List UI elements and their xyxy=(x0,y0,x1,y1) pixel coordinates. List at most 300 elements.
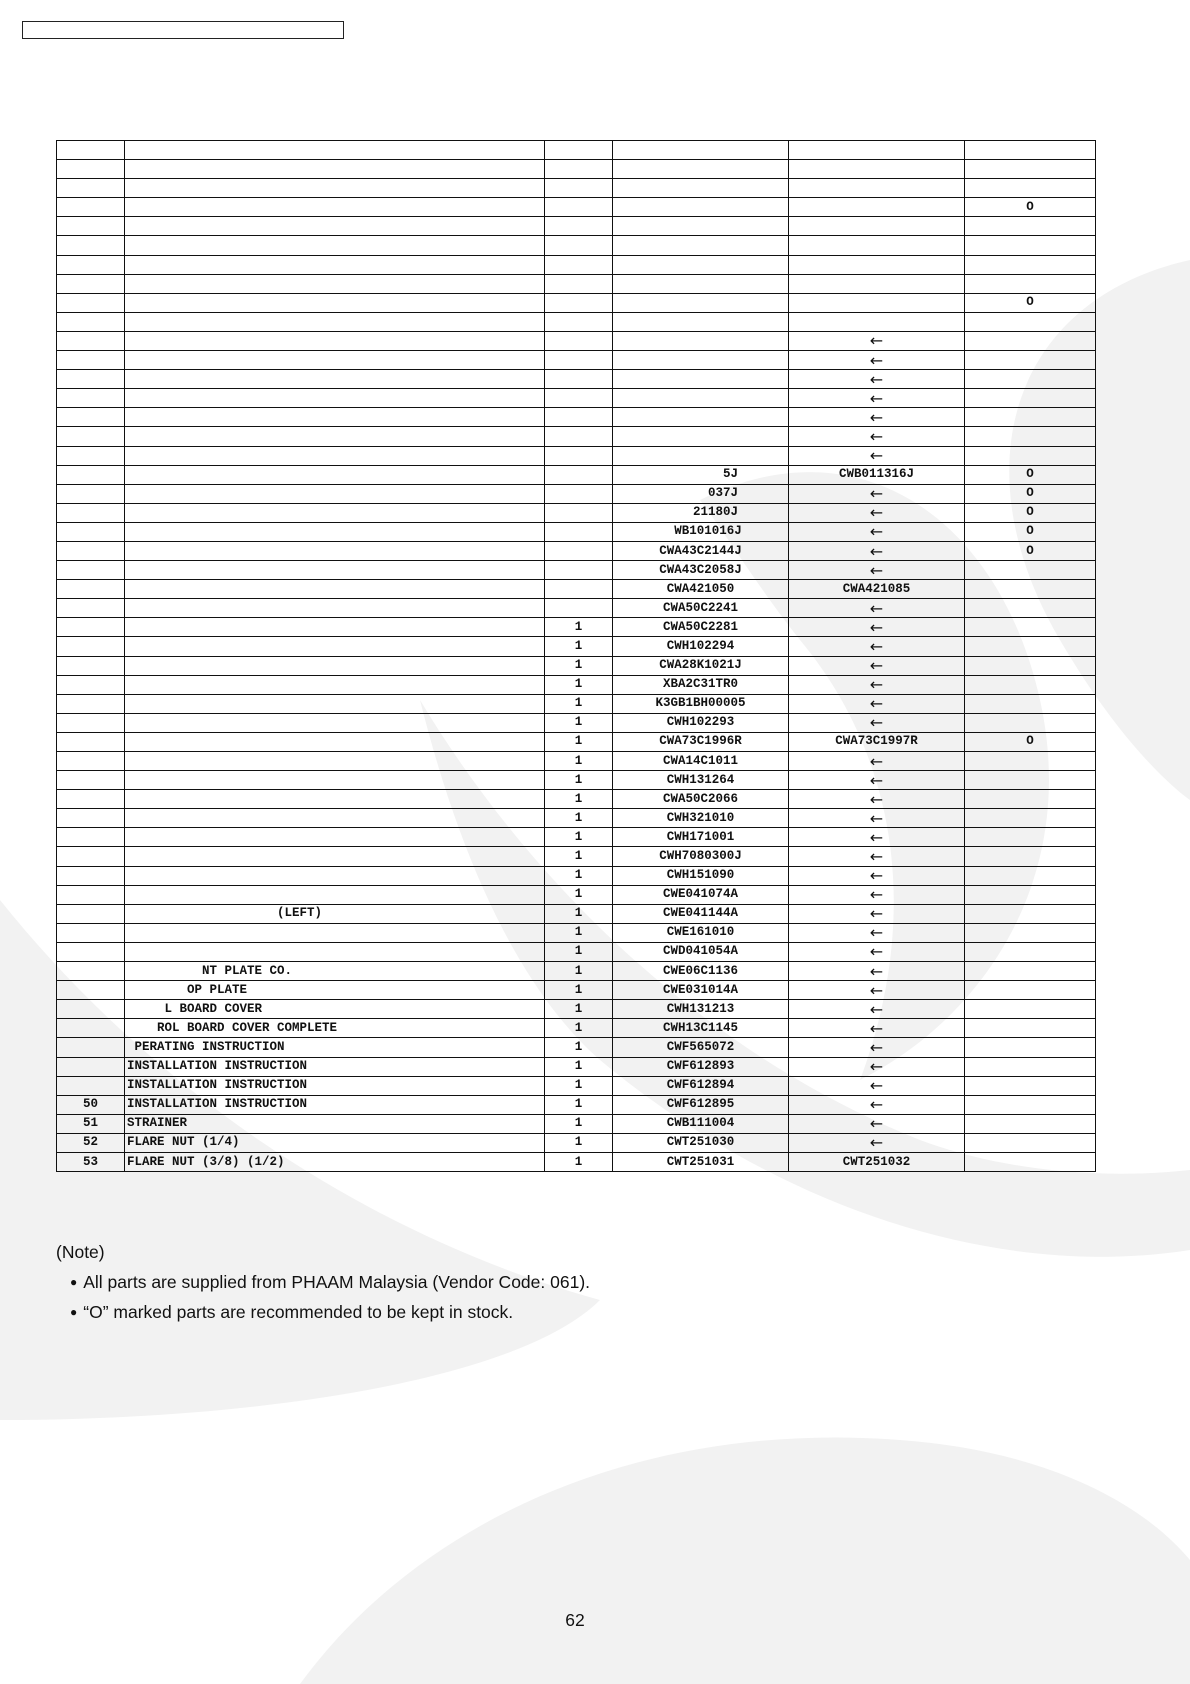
ref-cell xyxy=(57,522,125,541)
alt-part-no-cell: ← xyxy=(789,522,965,541)
part-name-cell: L BOARD COVER xyxy=(125,1000,545,1019)
part-no-cell: WB101016J xyxy=(613,522,789,541)
alt-part-no-cell: CWT251032 xyxy=(789,1152,965,1171)
ref-cell xyxy=(57,293,125,312)
ref-cell: 50 xyxy=(57,1095,125,1114)
ref-cell xyxy=(57,217,125,236)
qty-cell xyxy=(545,198,613,217)
part-no-cell: CWF612893 xyxy=(613,1057,789,1076)
qty-cell xyxy=(545,236,613,255)
table-row xyxy=(57,255,1096,274)
table-row xyxy=(57,1038,1096,1057)
alt-part-no-cell: ← xyxy=(789,752,965,771)
part-name-cell xyxy=(125,293,545,312)
stock-mark-cell xyxy=(965,1114,1096,1133)
stock-mark-cell: O xyxy=(965,732,1096,751)
table-row xyxy=(57,618,1096,637)
table-row xyxy=(57,904,1096,923)
part-name-cell xyxy=(125,179,545,198)
ref-cell xyxy=(57,771,125,790)
stock-mark-cell xyxy=(965,885,1096,904)
alt-part-no-cell: ← xyxy=(789,484,965,503)
alt-part-no-cell: ← xyxy=(789,885,965,904)
table-row xyxy=(57,446,1096,465)
bullet-icon: ● xyxy=(70,1305,78,1319)
qty-cell xyxy=(545,389,613,408)
alt-part-no-cell: ← xyxy=(789,561,965,580)
page-number: 62 xyxy=(565,1610,585,1630)
table-row xyxy=(57,1114,1096,1133)
note-item-text: “O” marked parts are recommended to be kept in stock. xyxy=(83,1302,514,1322)
stock-mark-cell xyxy=(965,752,1096,771)
alt-part-no-cell: ← xyxy=(789,675,965,694)
alt-part-no-cell: ← xyxy=(789,1095,965,1114)
qty-cell: 1 xyxy=(545,1019,613,1038)
alt-part-no-cell xyxy=(789,293,965,312)
part-no-cell: CWD041054A xyxy=(613,942,789,961)
table-row xyxy=(57,866,1096,885)
qty-cell: 1 xyxy=(545,694,613,713)
part-no-cell: CWH321010 xyxy=(613,809,789,828)
stock-mark-cell: O xyxy=(965,293,1096,312)
note-item xyxy=(70,1272,590,1293)
stock-mark-cell: O xyxy=(965,522,1096,541)
part-name-cell: STRAINER xyxy=(125,1114,545,1133)
alt-part-no-cell: ← xyxy=(789,331,965,350)
part-name-cell xyxy=(125,942,545,961)
qty-cell: 1 xyxy=(545,618,613,637)
qty-cell: 1 xyxy=(545,1095,613,1114)
alt-part-no-cell: ← xyxy=(789,1019,965,1038)
stock-mark-cell xyxy=(965,427,1096,446)
part-no-cell: CWH102293 xyxy=(613,713,789,732)
table-row xyxy=(57,580,1096,599)
table-row xyxy=(57,561,1096,580)
part-no-cell xyxy=(613,198,789,217)
part-no-cell: CWH13C1145 xyxy=(613,1019,789,1038)
alt-part-no-cell: CWB011316J xyxy=(789,465,965,484)
table-row xyxy=(57,274,1096,293)
stock-mark-cell xyxy=(965,962,1096,981)
qty-cell xyxy=(545,580,613,599)
alt-part-no-cell xyxy=(789,236,965,255)
qty-cell: 1 xyxy=(545,1114,613,1133)
table-row xyxy=(57,351,1096,370)
part-name-cell xyxy=(125,771,545,790)
part-name-cell xyxy=(125,599,545,618)
qty-cell: 1 xyxy=(545,752,613,771)
ref-cell xyxy=(57,274,125,293)
part-name-cell xyxy=(125,732,545,751)
table-row xyxy=(57,981,1096,1000)
alt-part-no-cell: ← xyxy=(789,503,965,522)
qty-cell: 1 xyxy=(545,962,613,981)
alt-part-no-cell xyxy=(789,274,965,293)
alt-part-no-cell: ← xyxy=(789,904,965,923)
alt-part-no-cell: ← xyxy=(789,962,965,981)
ref-cell xyxy=(57,1076,125,1095)
table-row xyxy=(57,942,1096,961)
stock-mark-cell xyxy=(965,255,1096,274)
qty-cell xyxy=(545,351,613,370)
ref-cell xyxy=(57,561,125,580)
table-row xyxy=(57,160,1096,179)
alt-part-no-cell: ← xyxy=(789,351,965,370)
table-row xyxy=(57,198,1096,217)
ref-cell: 51 xyxy=(57,1114,125,1133)
part-name-cell xyxy=(125,484,545,503)
stock-mark-cell xyxy=(965,790,1096,809)
part-name-cell: FLARE NUT (3/8) (1/2) xyxy=(125,1152,545,1171)
qty-cell: 1 xyxy=(545,866,613,885)
stock-mark-cell xyxy=(965,1095,1096,1114)
header-box xyxy=(22,21,344,39)
part-no-cell xyxy=(613,370,789,389)
part-name-cell xyxy=(125,446,545,465)
stock-mark-cell xyxy=(965,1000,1096,1019)
part-name-cell xyxy=(125,713,545,732)
ref-cell xyxy=(57,580,125,599)
alt-part-no-cell xyxy=(789,160,965,179)
alt-part-no-cell: ← xyxy=(789,1133,965,1152)
qty-cell xyxy=(545,312,613,331)
alt-part-no-cell xyxy=(789,312,965,331)
stock-mark-cell xyxy=(965,771,1096,790)
part-no-cell: K3GB1BH00005 xyxy=(613,694,789,713)
table-row xyxy=(57,331,1096,350)
alt-part-no-cell: ← xyxy=(789,694,965,713)
table-row xyxy=(57,923,1096,942)
qty-cell: 1 xyxy=(545,1133,613,1152)
part-name-cell xyxy=(125,217,545,236)
ref-cell xyxy=(57,503,125,522)
ref-cell xyxy=(57,637,125,656)
part-no-cell: CWA43C2144J xyxy=(613,541,789,560)
alt-part-no-cell: ← xyxy=(789,427,965,446)
stock-mark-cell xyxy=(965,389,1096,408)
table-row xyxy=(57,694,1096,713)
part-no-cell: CWF612895 xyxy=(613,1095,789,1114)
part-name-cell xyxy=(125,828,545,847)
part-no-cell: CWE031014A xyxy=(613,981,789,1000)
ref-cell xyxy=(57,1038,125,1057)
qty-cell: 1 xyxy=(545,656,613,675)
alt-part-no-cell: ← xyxy=(789,942,965,961)
ref-cell xyxy=(57,828,125,847)
table-row xyxy=(57,503,1096,522)
ref-cell xyxy=(57,1057,125,1076)
alt-part-no-cell: ← xyxy=(789,866,965,885)
part-no-cell xyxy=(613,141,789,160)
part-name-cell xyxy=(125,522,545,541)
part-no-cell xyxy=(613,293,789,312)
qty-cell xyxy=(545,274,613,293)
alt-part-no-cell: ← xyxy=(789,1000,965,1019)
part-name-cell xyxy=(125,312,545,331)
stock-mark-cell xyxy=(965,923,1096,942)
ref-cell xyxy=(57,1019,125,1038)
table-row xyxy=(57,962,1096,981)
parts-list-table xyxy=(56,140,1096,1172)
stock-mark-cell xyxy=(965,141,1096,160)
alt-part-no-cell: ← xyxy=(789,389,965,408)
stock-mark-cell xyxy=(965,675,1096,694)
stock-mark-cell xyxy=(965,217,1096,236)
part-no-cell xyxy=(613,446,789,465)
ref-cell xyxy=(57,675,125,694)
qty-cell xyxy=(545,427,613,446)
qty-cell xyxy=(545,408,613,427)
alt-part-no-cell: ← xyxy=(789,370,965,389)
alt-part-no-cell: ← xyxy=(789,541,965,560)
stock-mark-cell: O xyxy=(965,198,1096,217)
qty-cell: 1 xyxy=(545,1038,613,1057)
part-name-cell xyxy=(125,236,545,255)
ref-cell xyxy=(57,1000,125,1019)
stock-mark-cell xyxy=(965,866,1096,885)
qty-cell: 1 xyxy=(545,1000,613,1019)
stock-mark-cell xyxy=(965,637,1096,656)
qty-cell: 1 xyxy=(545,1057,613,1076)
alt-part-no-cell: ← xyxy=(789,1038,965,1057)
alt-part-no-cell xyxy=(789,217,965,236)
part-no-cell xyxy=(613,236,789,255)
ref-cell xyxy=(57,923,125,942)
part-name-cell xyxy=(125,370,545,389)
part-name-cell xyxy=(125,885,545,904)
note-section xyxy=(56,1242,590,1332)
qty-cell: 1 xyxy=(545,1152,613,1171)
stock-mark-cell xyxy=(965,904,1096,923)
part-no-cell: CWH131213 xyxy=(613,1000,789,1019)
stock-mark-cell xyxy=(965,331,1096,350)
ref-cell: 52 xyxy=(57,1133,125,1152)
ref-cell xyxy=(57,236,125,255)
part-no-cell: CWF565072 xyxy=(613,1038,789,1057)
table-row xyxy=(57,236,1096,255)
alt-part-no-cell: CWA73C1997R xyxy=(789,732,965,751)
part-no-cell: CWH171001 xyxy=(613,828,789,847)
bullet-icon: ● xyxy=(70,1275,78,1289)
qty-cell: 1 xyxy=(545,904,613,923)
part-no-cell: CWF612894 xyxy=(613,1076,789,1095)
part-no-cell: CWA43C2058J xyxy=(613,561,789,580)
part-name-cell xyxy=(125,580,545,599)
ref-cell xyxy=(57,160,125,179)
part-name-cell xyxy=(125,561,545,580)
table-row xyxy=(57,389,1096,408)
table-row xyxy=(57,675,1096,694)
stock-mark-cell xyxy=(965,274,1096,293)
part-no-cell: CWA73C1996R xyxy=(613,732,789,751)
part-no-cell xyxy=(613,274,789,293)
table-row xyxy=(57,1019,1096,1038)
part-name-cell xyxy=(125,408,545,427)
ref-cell xyxy=(57,694,125,713)
table-row xyxy=(57,828,1096,847)
qty-cell: 1 xyxy=(545,981,613,1000)
part-no-cell xyxy=(613,217,789,236)
part-no-cell: CWH102294 xyxy=(613,637,789,656)
part-no-cell: CWE161010 xyxy=(613,923,789,942)
part-name-cell: INSTALLATION INSTRUCTION xyxy=(125,1095,545,1114)
ref-cell xyxy=(57,465,125,484)
part-name-cell xyxy=(125,503,545,522)
part-no-cell: CWH151090 xyxy=(613,866,789,885)
part-name-cell: (LEFT) xyxy=(125,904,545,923)
qty-cell: 1 xyxy=(545,790,613,809)
table-row xyxy=(57,1076,1096,1095)
ref-cell xyxy=(57,656,125,675)
ref-cell xyxy=(57,713,125,732)
table-row xyxy=(57,1133,1096,1152)
table-row xyxy=(57,847,1096,866)
table-row xyxy=(57,484,1096,503)
part-name-cell: PERATING INSTRUCTION xyxy=(125,1038,545,1057)
table-row xyxy=(57,599,1096,618)
qty-cell: 1 xyxy=(545,828,613,847)
part-name-cell xyxy=(125,790,545,809)
ref-cell xyxy=(57,446,125,465)
part-name-cell xyxy=(125,809,545,828)
qty-cell: 1 xyxy=(545,923,613,942)
stock-mark-cell xyxy=(965,1038,1096,1057)
part-name-cell xyxy=(125,656,545,675)
ref-cell xyxy=(57,255,125,274)
alt-part-no-cell: ← xyxy=(789,828,965,847)
table-row xyxy=(57,771,1096,790)
part-name-cell xyxy=(125,752,545,771)
ref-cell xyxy=(57,389,125,408)
part-no-cell: CWA28K1021J xyxy=(613,656,789,675)
qty-cell xyxy=(545,255,613,274)
stock-mark-cell xyxy=(965,599,1096,618)
qty-cell: 1 xyxy=(545,885,613,904)
alt-part-no-cell: ← xyxy=(789,599,965,618)
ref-cell xyxy=(57,141,125,160)
qty-cell: 1 xyxy=(545,675,613,694)
ref-cell xyxy=(57,904,125,923)
qty-cell xyxy=(545,541,613,560)
alt-part-no-cell: ← xyxy=(789,771,965,790)
table-row xyxy=(57,1000,1096,1019)
table-row xyxy=(57,656,1096,675)
qty-cell xyxy=(545,141,613,160)
qty-cell xyxy=(545,160,613,179)
stock-mark-cell xyxy=(965,351,1096,370)
ref-cell xyxy=(57,484,125,503)
stock-mark-cell xyxy=(965,981,1096,1000)
qty-cell: 1 xyxy=(545,1076,613,1095)
part-name-cell xyxy=(125,618,545,637)
ref-cell xyxy=(57,732,125,751)
table-row xyxy=(57,752,1096,771)
table-row xyxy=(57,1152,1096,1171)
alt-part-no-cell: CWA421085 xyxy=(789,580,965,599)
note-item xyxy=(70,1302,590,1323)
stock-mark-cell xyxy=(965,618,1096,637)
part-name-cell xyxy=(125,160,545,179)
part-no-cell xyxy=(613,160,789,179)
stock-mark-cell xyxy=(965,713,1096,732)
part-no-cell: CWT251031 xyxy=(613,1152,789,1171)
table-row xyxy=(57,465,1096,484)
ref-cell xyxy=(57,541,125,560)
ref-cell: 53 xyxy=(57,1152,125,1171)
table-row xyxy=(57,637,1096,656)
alt-part-no-cell: ← xyxy=(789,618,965,637)
alt-part-no-cell xyxy=(789,179,965,198)
part-name-cell xyxy=(125,465,545,484)
part-no-cell: CWT251030 xyxy=(613,1133,789,1152)
note-item-text: All parts are supplied from PHAAM Malaysia (Vendor Code: 061). xyxy=(83,1272,591,1292)
ref-cell xyxy=(57,351,125,370)
part-no-cell: CWA14C1011 xyxy=(613,752,789,771)
table-row xyxy=(57,1095,1096,1114)
part-name-cell xyxy=(125,866,545,885)
stock-mark-cell xyxy=(965,828,1096,847)
part-name-cell xyxy=(125,923,545,942)
alt-part-no-cell: ← xyxy=(789,1076,965,1095)
qty-cell xyxy=(545,522,613,541)
stock-mark-cell xyxy=(965,1057,1096,1076)
ref-cell xyxy=(57,370,125,389)
table-row xyxy=(57,790,1096,809)
ref-cell xyxy=(57,962,125,981)
part-no-cell xyxy=(613,255,789,274)
stock-mark-cell xyxy=(965,942,1096,961)
stock-mark-cell xyxy=(965,370,1096,389)
alt-part-no-cell: ← xyxy=(789,847,965,866)
stock-mark-cell xyxy=(965,408,1096,427)
alt-part-no-cell: ← xyxy=(789,790,965,809)
table-row xyxy=(57,541,1096,560)
table-row xyxy=(57,408,1096,427)
table-row xyxy=(57,141,1096,160)
qty-cell xyxy=(545,484,613,503)
alt-part-no-cell: ← xyxy=(789,446,965,465)
part-name-cell xyxy=(125,675,545,694)
ref-cell xyxy=(57,408,125,427)
part-no-cell: CWA421050 xyxy=(613,580,789,599)
qty-cell xyxy=(545,503,613,522)
qty-cell xyxy=(545,217,613,236)
part-name-cell: ROL BOARD COVER COMPLETE xyxy=(125,1019,545,1038)
part-no-cell xyxy=(613,408,789,427)
table-row xyxy=(57,713,1096,732)
table-row xyxy=(57,1057,1096,1076)
part-name-cell xyxy=(125,274,545,293)
table-row xyxy=(57,217,1096,236)
stock-mark-cell xyxy=(965,809,1096,828)
part-no-cell: 037J xyxy=(613,484,789,503)
part-no-cell: CWA50C2241 xyxy=(613,599,789,618)
stock-mark-cell xyxy=(965,1152,1096,1171)
stock-mark-cell xyxy=(965,446,1096,465)
ref-cell xyxy=(57,198,125,217)
ref-cell xyxy=(57,179,125,198)
part-no-cell xyxy=(613,331,789,350)
alt-part-no-cell: ← xyxy=(789,656,965,675)
alt-part-no-cell: ← xyxy=(789,809,965,828)
part-name-cell xyxy=(125,637,545,656)
part-no-cell xyxy=(613,389,789,408)
qty-cell xyxy=(545,561,613,580)
part-no-cell: CWH7080300J xyxy=(613,847,789,866)
stock-mark-cell xyxy=(965,1019,1096,1038)
part-name-cell: NT PLATE CO. xyxy=(125,962,545,981)
part-name-cell xyxy=(125,198,545,217)
